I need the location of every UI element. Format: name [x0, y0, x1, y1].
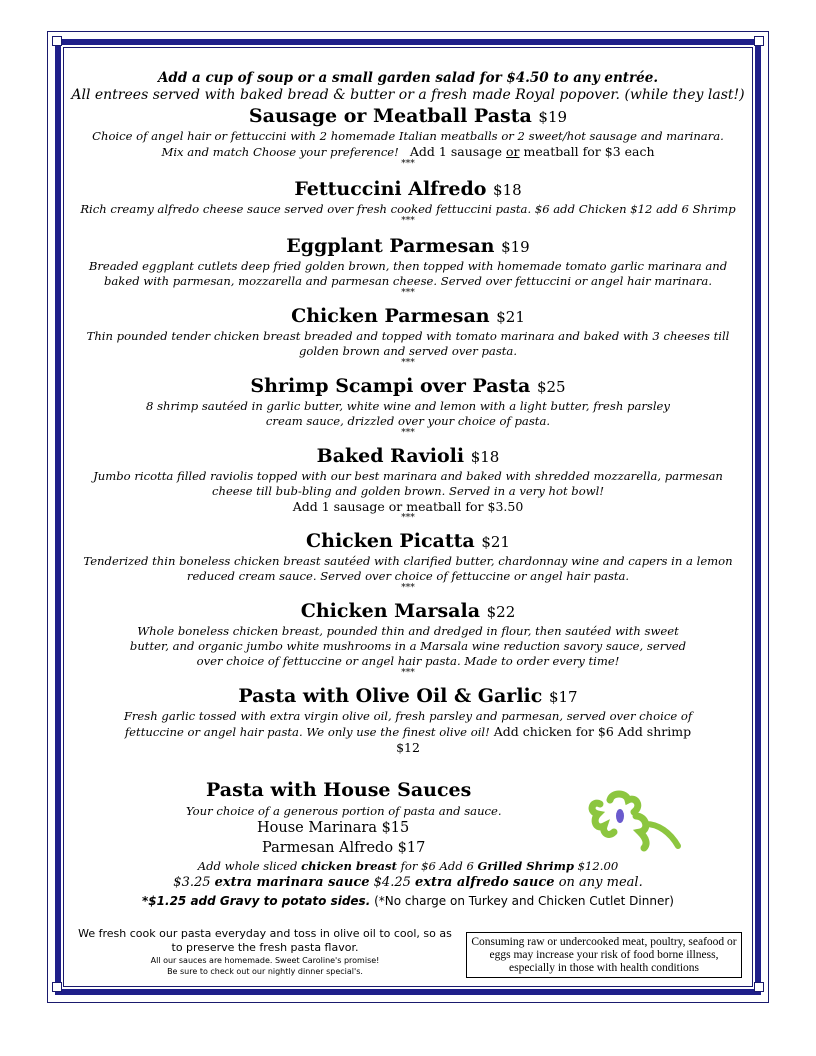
add-on-text: $3.25: [173, 875, 215, 890]
item-heading: [68, 599, 748, 624]
separator: ***: [401, 583, 415, 593]
item-heading: [68, 234, 748, 259]
menu-item: [68, 374, 748, 438]
promo-line: Add a cup of soup or a small garden salad for $4.50 to any entrée.: [157, 70, 659, 86]
item-extra-or: or: [506, 144, 520, 159]
item-name: Baked Ravioli: [316, 445, 465, 467]
item-extra-a: Add 1 sausage: [409, 144, 506, 159]
item-heading: [68, 444, 748, 469]
item-name: Pasta with House Sauces: [206, 779, 472, 801]
item-heading: [68, 374, 748, 399]
item-description: Jumbo ricotta filled raviolis topped with our best marinara and baked with shredded mozzarella, parmesan cheese till bub-bling and golden brown. Served in a very hot bowl!: [93, 469, 723, 498]
add-on-text: Add whole sliced: [197, 859, 302, 873]
add-on-text: $4.25: [369, 875, 415, 890]
menu-item: [68, 304, 748, 368]
item-price: $18: [470, 448, 500, 466]
item-name: Chicken Parmesan: [291, 305, 490, 327]
add-on-emphasis: Grilled Shrimp: [477, 859, 574, 873]
menu-item: [68, 234, 748, 298]
item-price: $19: [501, 238, 530, 256]
item-description: 8 shrimp sautéed in garlic butter, white wine and lemon with a light butter, fresh parsley cream sauce, drizzled over your choice of pasta.: [146, 399, 670, 428]
gravy-line: [68, 894, 748, 908]
menu-item: [68, 529, 748, 593]
sauce-option: House Marinara $15: [257, 820, 410, 836]
add-on-text: $12.00: [573, 859, 619, 873]
corner-ornament: [52, 36, 62, 46]
separator: ***: [401, 428, 415, 438]
gravy-offer: *$1.25 add Gravy to potato sides.: [142, 894, 371, 908]
item-description: Thin pounded tender chicken breast breaded and topped with tomato marinara and baked with 3 cheeses till golden brown and served over pasta.: [86, 329, 730, 358]
separator: ***: [401, 513, 415, 523]
item-description-part: Mix and match Choose your preference!: [161, 145, 399, 159]
menu-item: [68, 599, 748, 678]
add-on-emphasis: extra alfredo sauce: [415, 875, 555, 890]
corner-ornament: [754, 982, 764, 992]
item-extra: Add chicken for $6 Add shrimp $12: [396, 724, 692, 755]
item-heading: [68, 529, 748, 554]
health-notice-box: Consuming raw or undercooked meat, poultry, seafood or eggs may increase your risk of food borne illness, especially in those with health conditions: [466, 932, 742, 978]
add-on-emphasis: extra marinara sauce: [214, 875, 370, 890]
item-price: $19: [538, 108, 568, 126]
menu-item: [68, 444, 748, 523]
add-on-line: [68, 859, 748, 873]
corner-ornament: [52, 982, 62, 992]
separator: ***: [401, 159, 415, 169]
item-extra-b: meatball for $3 each: [519, 144, 655, 159]
footer-line: Be sure to check out our nightly dinner special's.: [167, 967, 363, 976]
item-price: $25: [536, 378, 566, 396]
menu-content: [68, 70, 748, 756]
add-on-text: on any meal.: [554, 875, 643, 890]
item-price: $22: [486, 603, 516, 621]
separator: ***: [401, 358, 415, 368]
corner-ornament: [754, 36, 764, 46]
sauce-option: Parmesan Alfredo $17: [262, 840, 426, 856]
item-description: [68, 144, 748, 160]
item-heading: [68, 684, 748, 709]
item-price: $21: [481, 533, 510, 551]
footer-line: We fresh cook our pasta everyday and toss in olive oil to cool, so as to preserve the fresh pasta flavor.: [78, 927, 452, 954]
item-name: Fettuccini Alfredo: [294, 178, 487, 200]
footer-line: All our sauces are homemade. Sweet Caroline's promise!: [150, 956, 380, 965]
item-heading: [68, 177, 748, 202]
flower-logo-icon: [584, 790, 684, 852]
item-extra: Add 1 sausage or meatball for $3.50: [292, 499, 524, 514]
add-on-emphasis: chicken breast: [301, 859, 397, 873]
item-description: Your choice of a generous portion of pasta and sauce.: [186, 804, 502, 818]
item-name: Eggplant Parmesan: [286, 235, 495, 257]
promo-line: All entrees served with baked bread & butter or a fresh made Royal popover. (while they last!): [71, 87, 745, 103]
item-name: Shrimp Scampi over Pasta: [250, 375, 531, 397]
item-name: Pasta with Olive Oil & Garlic: [238, 685, 543, 707]
item-name: Chicken Picatta: [306, 530, 475, 552]
menu-item: [68, 684, 748, 756]
item-description: Breaded eggplant cutlets deep fried golden brown, then topped with homemade tomato garlic marinara and baked with parmesan, mozzarella and parmesan cheese. Served over fettuccini or angel hair marinara.: [88, 259, 728, 288]
item-name: Chicken Marsala: [300, 600, 481, 622]
footer-note: [72, 927, 458, 977]
add-on-text: for $6 Add 6: [396, 859, 478, 873]
separator: ***: [401, 216, 415, 226]
item-price: $17: [548, 688, 578, 706]
item-name: Sausage or Meatball Pasta: [248, 105, 532, 127]
separator: ***: [401, 668, 415, 678]
item-description-part: Fresh garlic tossed with extra virgin olive oil, fresh parsley and parmesan, served over choice of fettuccine or angel hair pasta. We only use the finest olive oil!: [123, 709, 693, 739]
item-heading: [68, 104, 748, 129]
add-on-line: [68, 875, 748, 890]
item-price: $21: [496, 308, 525, 326]
separator: ***: [401, 288, 415, 298]
gravy-note: (*No charge on Turkey and Chicken Cutlet Dinner): [370, 894, 674, 908]
item-heading: [68, 304, 748, 329]
item-description: Whole boneless chicken breast, pounded thin and dredged in flour, then sautéed with sweet butter, and organic jumbo white mushrooms in a Marsala wine reduction savory sauce, served over choice of fettuccine or angel hair pasta. Made to order every time!: [129, 624, 687, 668]
menu-item: [68, 177, 748, 226]
item-description: [68, 709, 748, 756]
item-description: Choice of angel hair or fettuccini with 2 homemade Italian meatballs or 2 sweet/hot sausage and marinara.: [92, 129, 724, 143]
menu-item: [68, 104, 748, 169]
item-price: $18: [493, 181, 522, 199]
item-description: Tenderized thin boneless chicken breast sautéed with clarified butter, chardonnay wine and capers in a lemon reduced cream sauce. Served over choice of fettuccine or angel hair pasta.: [83, 554, 733, 583]
item-description: Rich creamy alfredo cheese sauce served over fresh cooked fettuccini pasta. $6 add Chicken $12 add 6 Shrimp: [80, 202, 736, 216]
